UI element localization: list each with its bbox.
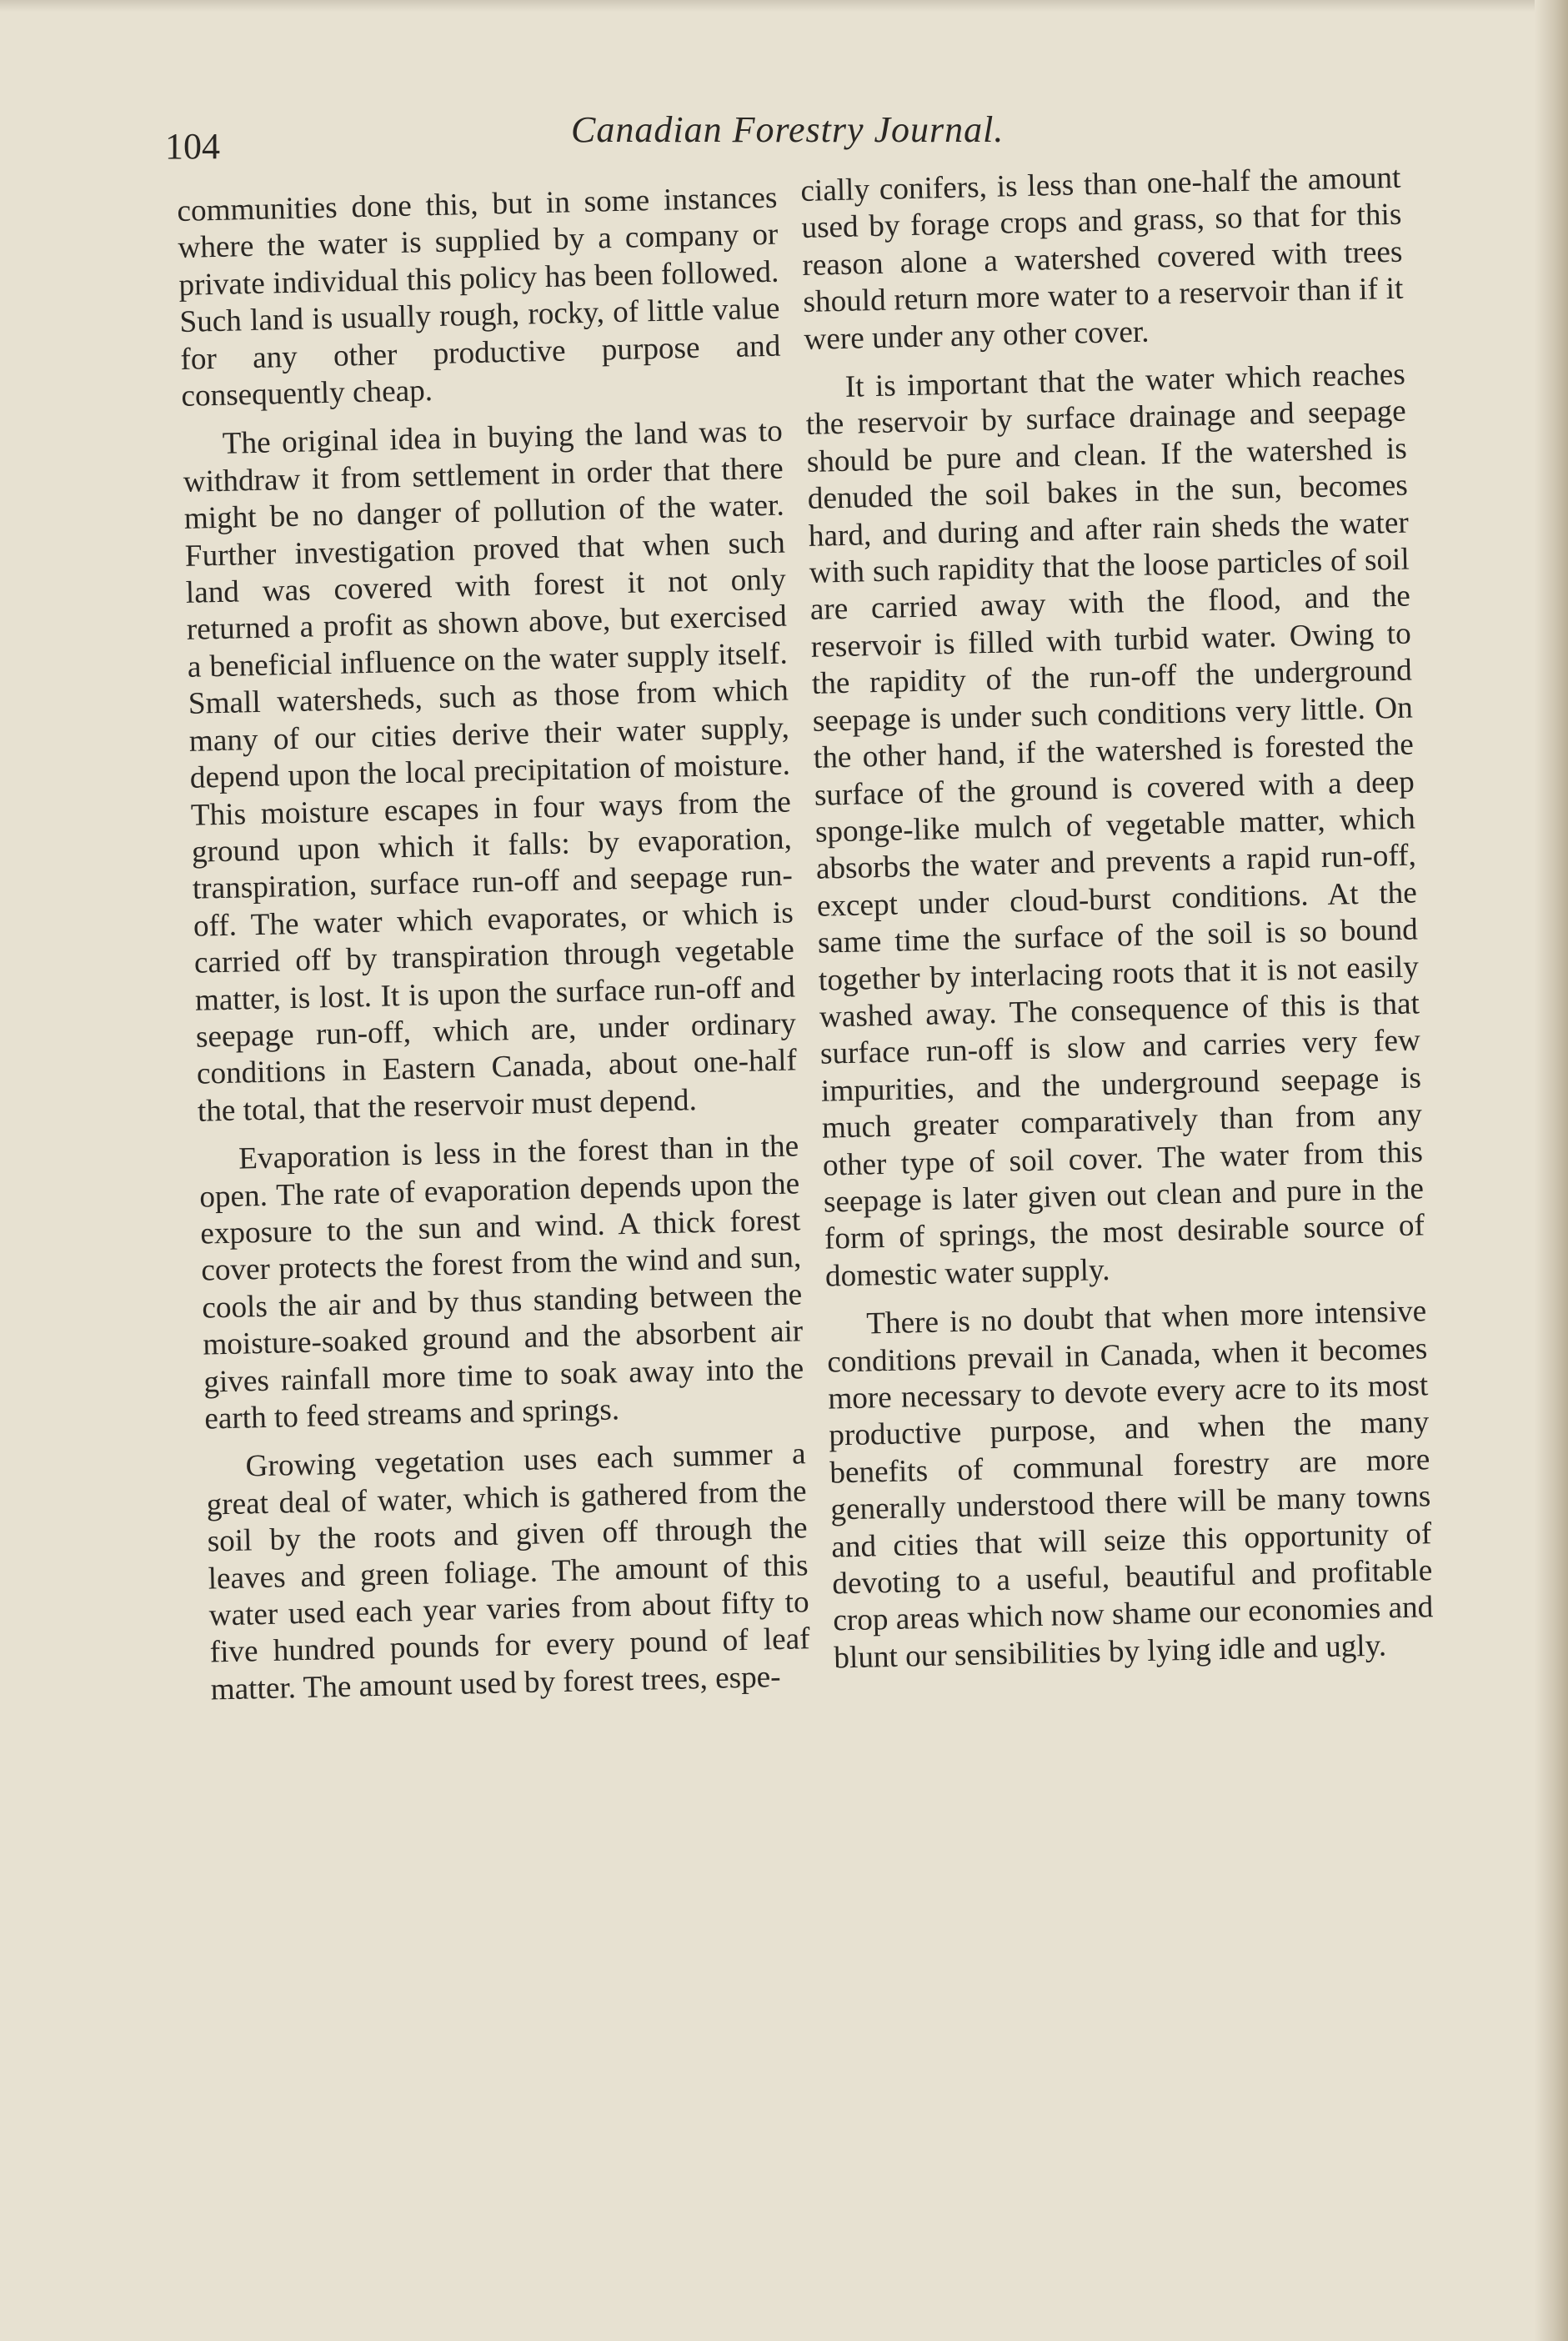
paragraph: Growing vegetation uses each summer a great deal of water, which is gathered from the soil by the roots and given off through the leaves and green foliage. The amount of this water used each year varies from about fifty to five hundred pounds for every pound of leaf matter. The amount used by forest trees, espe- — [206, 1436, 811, 1707]
left-column — [177, 180, 811, 1709]
running-title: Canadian Forestry Journal. — [571, 109, 1004, 150]
paragraph: communities done this, but in some instances where the water is supplied by a company or private individual this policy has been followed. Such land is usually rough, rocky, of little value for any other productive purpose and consequently cheap. — [177, 180, 781, 414]
page-top-edge — [0, 0, 1568, 12]
paragraph: cially conifers, is less than one-half the amount used by forage crops and grass, so that for this reason alone a watershed covered with trees should return more water to a reservoir than if it were under any other cover. — [800, 160, 1404, 357]
binding-shadow — [1535, 0, 1568, 2341]
paragraph: Evaporation is less in the forest than in the open. The rate of evaporation depends upon the exposure to the sun and wind. A thick forest cover protects the forest from the wind and sun, cools the air and by thus standing between the moisture-soaked ground and the absorbent air gives rainfall more time to soak away into the earth to feed streams and springs. — [198, 1129, 804, 1436]
paragraph: It is important that the water which reaches the reservoir by surface drainage and seepage should be pure and clean. If the watershed is denuded the soil bakes in the sun, becomes hard, and during and after rain sheds the water with such rapidity that the loose particles of soil are carried away with the flood, and the reservoir is filled with turbid water. Owing to the rapidity of the run-off the underground seepage is under such conditions very little. On the other hand, if the watershed is forested the surface of the ground is covered with a deep sponge-like mulch of vegetable matter, which absorbs the water and prevents a rapid run-off, except under cloud-burst conditions. At the same time the surface of the soil is so bound together by interlacing roots that it is not easily washed away. The consequence of this is that surface run-off is slow and carries very few impurities, and the underground seepage is much greater comparatively than from any other type of soil cover. The water from this seepage is later given out clean and pure in the form of springs, the most desirable source of domestic water supply. — [805, 357, 1425, 1294]
paragraph: There is no doubt that when more intensive conditions prevail in Canada, when it becomes more necessary to devote every acre to its most productive purpose, and when the many benefits of communal forestry are more generally understood there will be many towns and cities that will seize this opportunity of devoting to a useful, beautiful and profitable crop areas which now shame our economies and blunt our sensibilities by lying idle and ugly. — [826, 1294, 1434, 1676]
paragraph: The original idea in buying the land was to withdraw it from settlement in order that there might be no danger of pollution of the water. Further investigation proved that when such land was covered with forest it not only returned a profit as shown above, but exercised a beneficial influence on the water supply itself. Small watersheds, such as those from which many of our cities derive their water supply, depend upon the local precipitation of moisture. This moisture escapes in four ways from the ground upon which it falls: by evaporation, transpiration, surface run-off and seepage run-off. The water which evaporates, or which is carried off by transpiration through vegetable matter, is lost. It is upon the surface run-off and seepage run-off, which are, under ordinary conditions in Eastern Canada, about one-half the total, that the reservoir must depend. — [183, 414, 798, 1129]
right-column — [800, 160, 1435, 1677]
page-number: 104 — [165, 126, 220, 167]
